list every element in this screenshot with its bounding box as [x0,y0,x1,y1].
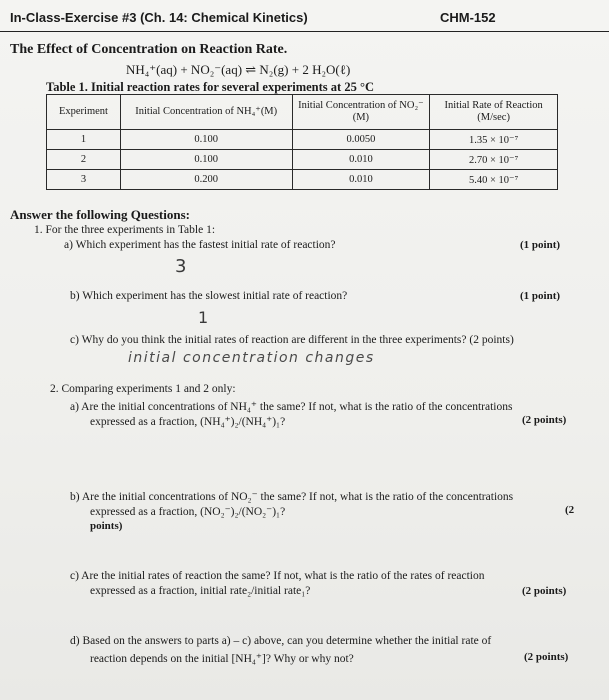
table-cell: 1.35 × 10⁻⁷ [430,130,558,150]
q1b-handwritten-answer: 1 [198,308,209,327]
q2d-text-line1: d) Based on the answers to parts a) – c) above, can you determine whether the initial rate of [70,635,492,647]
q1b-text: b) Which experiment has the slowest initial rate of reaction? [70,290,348,302]
q2d-text-line2: reaction depends on the initial [NH₄⁺]? Why or why not? [90,653,354,665]
q2d-points: (2 points) [524,651,569,663]
header-divider [0,31,609,32]
reaction-equation: NH₄⁺(aq) + NO₂⁻(aq) ⇌ N₂(g) + 2 H₂O(ℓ) [126,62,351,77]
table-cell: 0.100 [120,150,292,170]
q1a-text: a) Which experiment has the fastest initial rate of reaction? [64,239,336,251]
table-row [47,170,558,190]
table-cell: 5.40 × 10⁻⁷ [430,170,558,190]
section-title: The Effect of Concentration on Reaction Rate. [10,42,288,57]
q2b-text-line1: b) Are the initial concentrations of NO₂⁻ the same? If not, what is the ratio of the concentrations [70,491,514,503]
table-row [47,130,558,150]
table-cell: 0.0050 [292,130,430,150]
initial-rates-table [46,94,558,190]
table-cell: 0.010 [292,170,430,190]
table-cell: 0.010 [292,150,430,170]
table-row [47,150,558,170]
q2a-text-line2: expressed as a fraction, (NH₄⁺)₂/(NH₄⁺)₁? [90,416,286,428]
q2b-points-part1: (2 [565,504,575,516]
table-cell: 3 [47,170,121,190]
header-no2-concentration: Initial Concentration of NO₂⁻ (M) [292,95,430,130]
q2a-points: (2 points) [522,414,567,426]
table-cell: 1 [47,130,121,150]
table-cell: 0.100 [120,130,292,150]
table-cell: 2 [47,150,121,170]
table-cell: 0.200 [120,170,292,190]
q2-intro: 2. Comparing experiments 1 and 2 only: [50,383,236,395]
q1a-handwritten-answer: 3 [175,256,187,277]
q2b-text-line2: expressed as a fraction, (NO₂⁻)₂/(NO₂⁻)₁? [90,506,286,518]
header-initial-rate: Initial Rate of Reaction (M/sec) [430,95,558,130]
q1b-points: (1 point) [520,290,561,302]
q1a-points: (1 point) [520,239,561,251]
q1c-text: c) Why do you think the initial rates of reaction are different in the three experiments? (2 points) [70,334,514,346]
q2c-text-line1: c) Are the initial rates of reaction the same? If not, what is the ratio of the rates of reaction [70,570,485,582]
header-experiment: Experiment [47,95,121,130]
q2a-text-line1: a) Are the initial concentrations of NH₄⁺ the same? If not, what is the ratio of the concentrations [70,401,513,413]
table-caption: Table 1. Initial reaction rates for several experiments at 25 °C [46,80,374,94]
header-nh4-concentration: Initial Concentration of NH₄⁺(M) [120,95,292,130]
course-code: CHM-152 [440,10,496,25]
q1c-handwritten-answer: initial concentration changes [128,350,375,366]
q1-intro: 1. For the three experiments in Table 1: [34,224,216,236]
worksheet-title: In-Class-Exercise #3 (Ch. 14: Chemical Kinetics) [10,10,308,25]
q2c-text-line2: expressed as a fraction, initial rate₂/initial rate₁? [90,585,311,597]
table-header-row [47,95,558,130]
q2c-points: (2 points) [522,585,567,597]
q2b-points-part2: points) [90,520,123,532]
table-cell: 2.70 × 10⁻⁷ [430,150,558,170]
answers-heading: Answer the following Questions: [10,207,190,222]
